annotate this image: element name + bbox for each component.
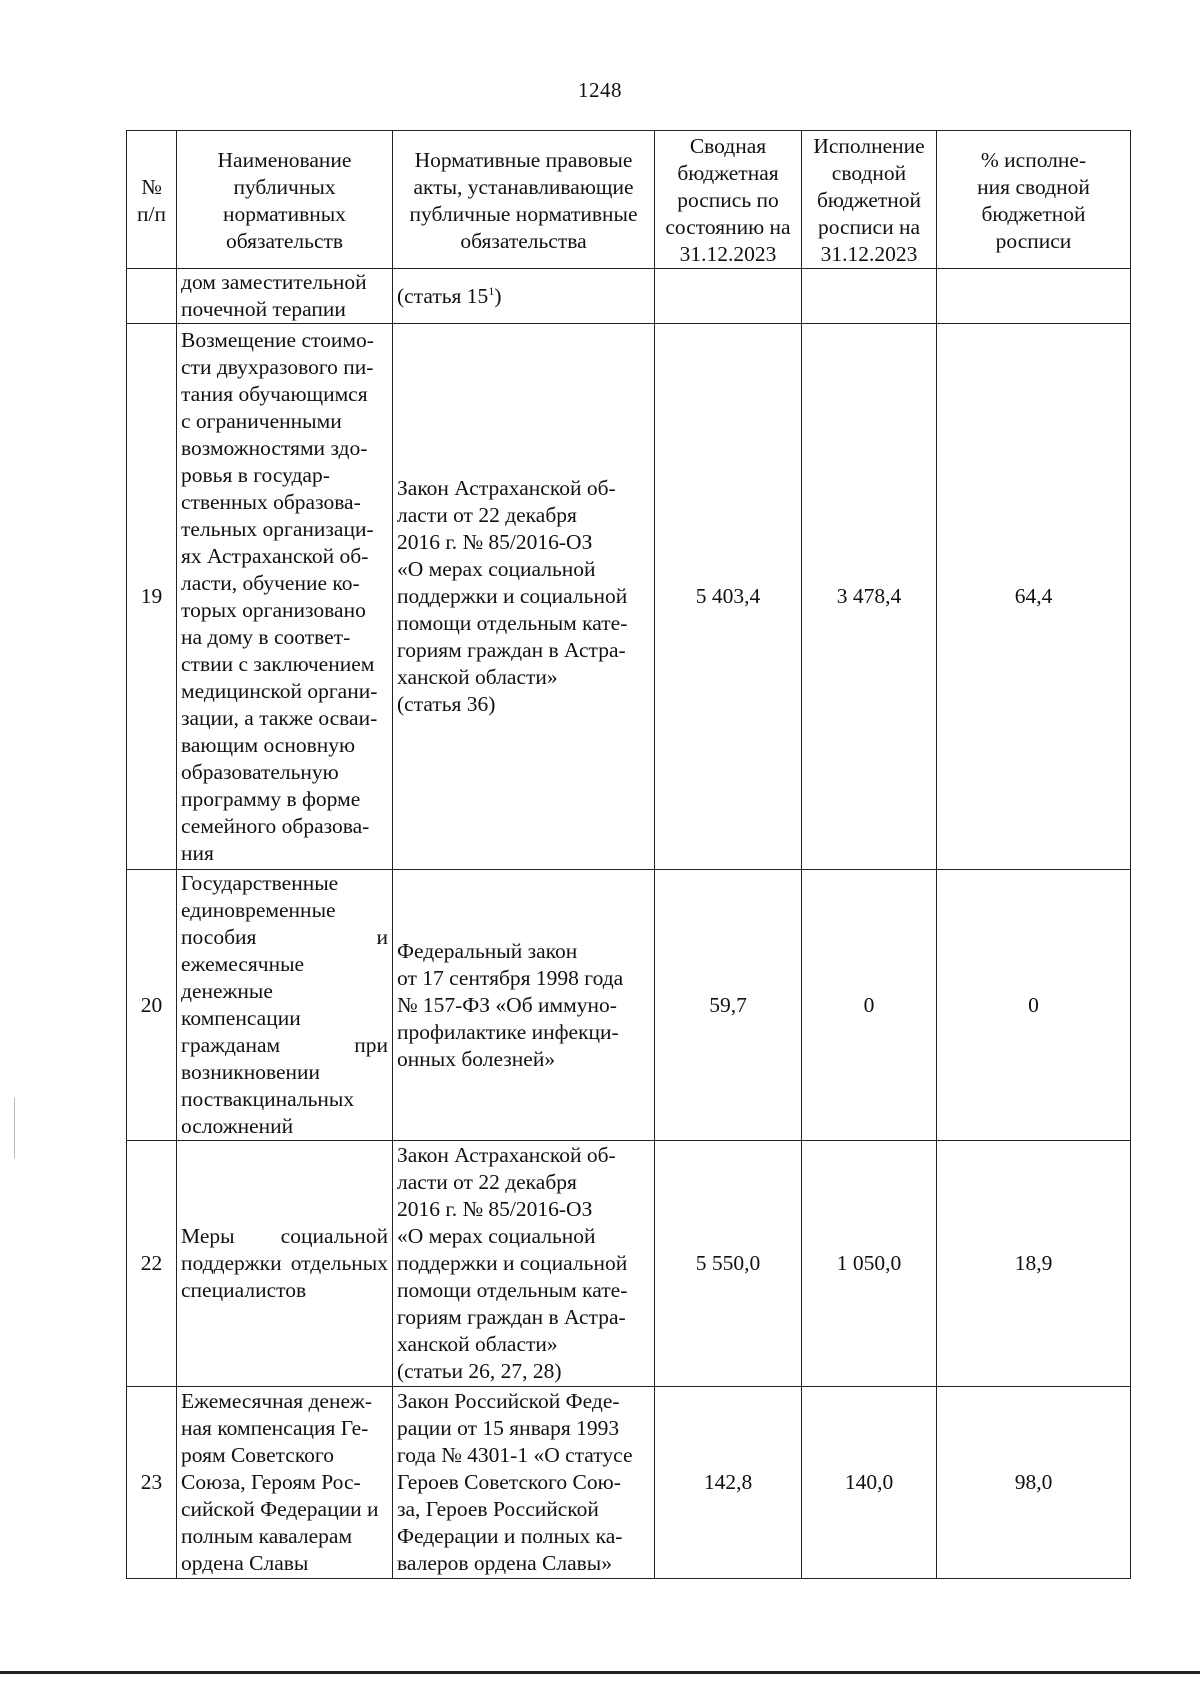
cell-name: Меры социальной поддержки отдельных специалистов bbox=[177, 1141, 393, 1387]
cell-num: 20 bbox=[127, 870, 177, 1141]
cell-acts-sup: 1 bbox=[488, 283, 495, 298]
cell-plan: 5 403,4 bbox=[655, 324, 802, 870]
header-pct: % исполне- ния сводной бюджетной росписи bbox=[937, 131, 1131, 269]
table-row bbox=[127, 870, 1131, 1141]
header-exec: Исполнение сводной бюджетной росписи на 31.12.2023 bbox=[802, 131, 937, 269]
header-num: № п/п bbox=[127, 131, 177, 269]
cell-acts-suffix: ) bbox=[494, 283, 502, 308]
cell-plan bbox=[655, 269, 802, 324]
table-row bbox=[127, 1141, 1131, 1387]
cell-name: Возмещение стоимо- сти двухразового пи- тания обучающимся с ограниченными возможностями здо- ровья в государ- ственных образова- тельных организаци- ях Астраханской об- ласти, обучение ко- торых организовано на дому в соответ- ствии с заключением медицинской органи- зации, а также осваи- вающим основную образовательную программу в форме семейного образова- ния bbox=[177, 324, 393, 870]
table-row bbox=[127, 1387, 1131, 1579]
cell-num bbox=[127, 269, 177, 324]
header-plan: Сводная бюджетная роспись по состоянию на 31.12.2023 bbox=[655, 131, 802, 269]
cell-acts: Закон Российской Феде- рации от 15 января 1993 года № 4301-1 «О статусе Героев Советского Сою- за, Героев Российской Федерации и полных ка- валеров ордена Славы» bbox=[393, 1387, 655, 1579]
cell-num: 22 bbox=[127, 1141, 177, 1387]
cell-num: 23 bbox=[127, 1387, 177, 1579]
budget-table bbox=[126, 130, 1131, 1579]
cell-plan: 59,7 bbox=[655, 870, 802, 1141]
cell-plan: 142,8 bbox=[655, 1387, 802, 1579]
cell-exec: 3 478,4 bbox=[802, 324, 937, 870]
cell-acts: Федеральный закон от 17 сентября 1998 года № 157-ФЗ «Об иммуно- профилактике инфекци- онных болезней» bbox=[393, 870, 655, 1141]
bottom-rule bbox=[0, 1671, 1200, 1674]
cell-pct bbox=[937, 269, 1131, 324]
cell-name: Ежемесячная денеж- ная компенсация Ге- роям Советского Союза, Героям Рос- сийской Федерации и полным кавалерам ордена Славы bbox=[177, 1387, 393, 1579]
cell-name: Государственные единовременные пособия и ежемесячные денежные компенсации гражданам при возникновении поствакцинальных осложнений bbox=[177, 870, 393, 1141]
header-name: Наименование публичных нормативных обязательств bbox=[177, 131, 393, 269]
scan-margin-mark bbox=[14, 1098, 15, 1158]
table-header-row bbox=[127, 131, 1131, 269]
cell-exec: 1 050,0 bbox=[802, 1141, 937, 1387]
table-row-continuation bbox=[127, 269, 1131, 324]
header-acts: Нормативные правовые акты, устанавливающие публичные нормативные обязательства bbox=[393, 131, 655, 269]
cell-name: дом заместительной почечной терапии bbox=[177, 269, 393, 324]
cell-exec: 0 bbox=[802, 870, 937, 1141]
cell-acts-prefix: (статья 15 bbox=[397, 283, 489, 308]
cell-num: 19 bbox=[127, 324, 177, 870]
table-row bbox=[127, 324, 1131, 870]
cell-acts: Закон Астраханской об- ласти от 22 декабря 2016 г. № 85/2016-ОЗ «О мерах социальной поддержки и социальной помощи отдельным кате- гориям граждан в Астра- ханской области» (статьи 26, 27, 28) bbox=[393, 1141, 655, 1387]
cell-pct: 64,4 bbox=[937, 324, 1131, 870]
cell-acts: Закон Астраханской об- ласти от 22 декабря 2016 г. № 85/2016-ОЗ «О мерах социальной поддержки и социальной помощи отдельным кате- гориям граждан в Астра- ханской области» (статья 36) bbox=[393, 324, 655, 870]
cell-exec bbox=[802, 269, 937, 324]
page-number: 1248 bbox=[578, 78, 622, 102]
cell-pct: 18,9 bbox=[937, 1141, 1131, 1387]
cell-pct: 0 bbox=[937, 870, 1131, 1141]
cell-plan: 5 550,0 bbox=[655, 1141, 802, 1387]
cell-exec: 140,0 bbox=[802, 1387, 937, 1579]
cell-pct: 98,0 bbox=[937, 1387, 1131, 1579]
cell-acts bbox=[393, 269, 655, 324]
